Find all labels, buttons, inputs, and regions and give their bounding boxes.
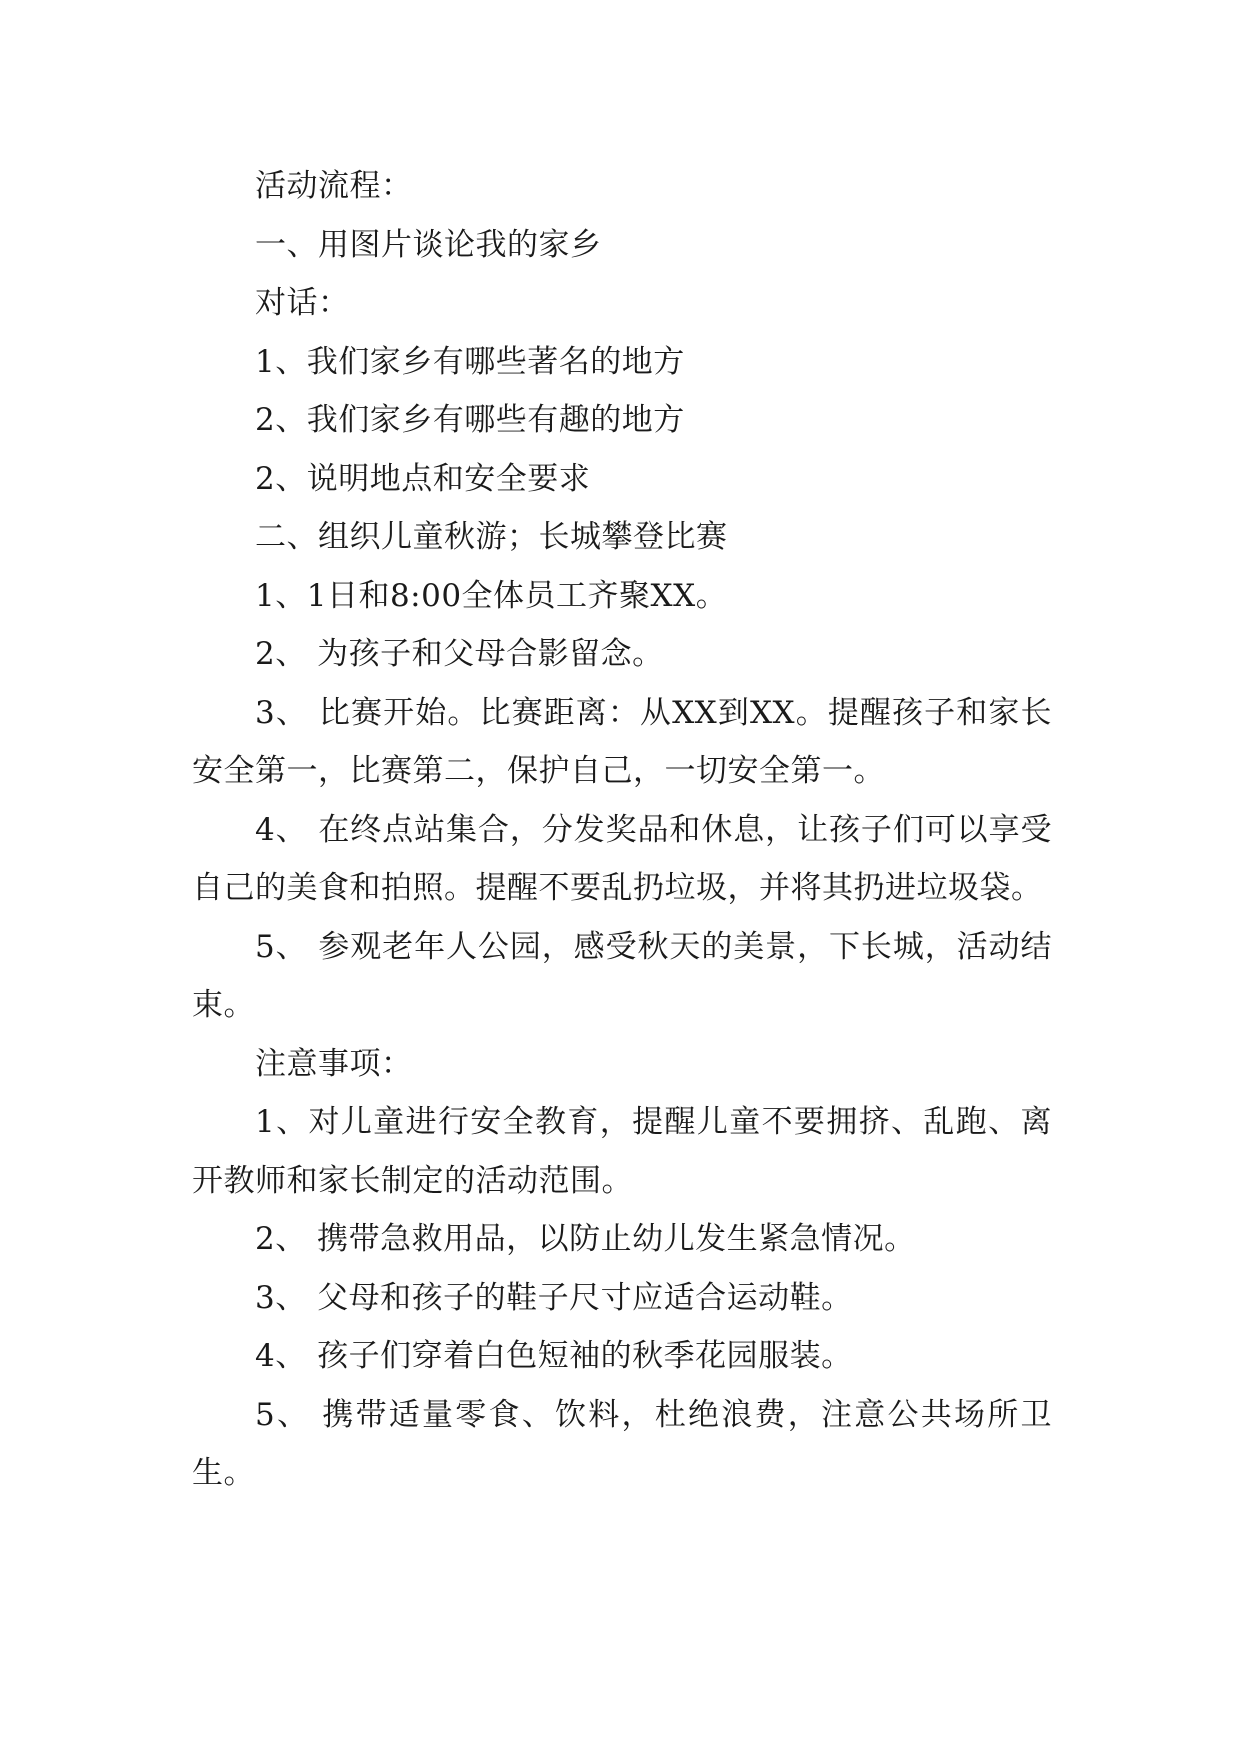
list-item: 5、 携带适量零食、饮料，杜绝浪费，注意公共场所卫生。 (192, 1396, 1052, 1491)
section-one-title: 一、用图片谈论我的家乡 (255, 226, 602, 263)
list-item: 2、我们家乡有哪些有趣的地方 (255, 402, 685, 438)
list-item: 1、对儿童进行安全教育，提醒儿童不要拥挤、乱跑、离开教师和家长制定的活动范围。 (192, 1104, 1052, 1199)
list-item: 1、1日和8:00全体员工齐聚XX。 (255, 577, 728, 614)
section-two-title: 二、组织儿童秋游；长城攀登比赛 (255, 519, 728, 555)
list-item: 3、 比赛开始。比赛距离：从XX到XX。提醒孩子和家长安全第一，比赛第二，保护自己，一切安全第一。 (192, 694, 1052, 789)
list-item: 4、 在终点站集合，分发奖品和休息，让孩子们可以享受自己的美食和拍照。提醒不要乱扔垃圾，并将其扔进垃圾袋。 (192, 811, 1052, 906)
list-item: 1、我们家乡有哪些著名的地方 (255, 343, 685, 380)
list-item: 5、 参观老年人公园，感受秋天的美景，下长城，活动结束。 (192, 928, 1052, 1023)
dialogue-label: 对话： (255, 285, 350, 321)
list-item: 4、 孩子们穿着白色短袖的秋季花园服装。 (255, 1338, 853, 1374)
heading-activity-process: 活动流程： (255, 168, 413, 204)
heading-notes: 注意事项： (255, 1045, 413, 1082)
list-item: 2、 携带急救用品，以防止幼儿发生紧急情况。 (255, 1221, 916, 1257)
list-item: 2、 为孩子和父母合影留念。 (255, 636, 664, 672)
list-item: 2、说明地点和安全要求 (255, 460, 591, 497)
document-body (192, 157, 1052, 1503)
list-item: 3、 父母和孩子的鞋子尺寸应适合运动鞋。 (255, 1279, 853, 1316)
